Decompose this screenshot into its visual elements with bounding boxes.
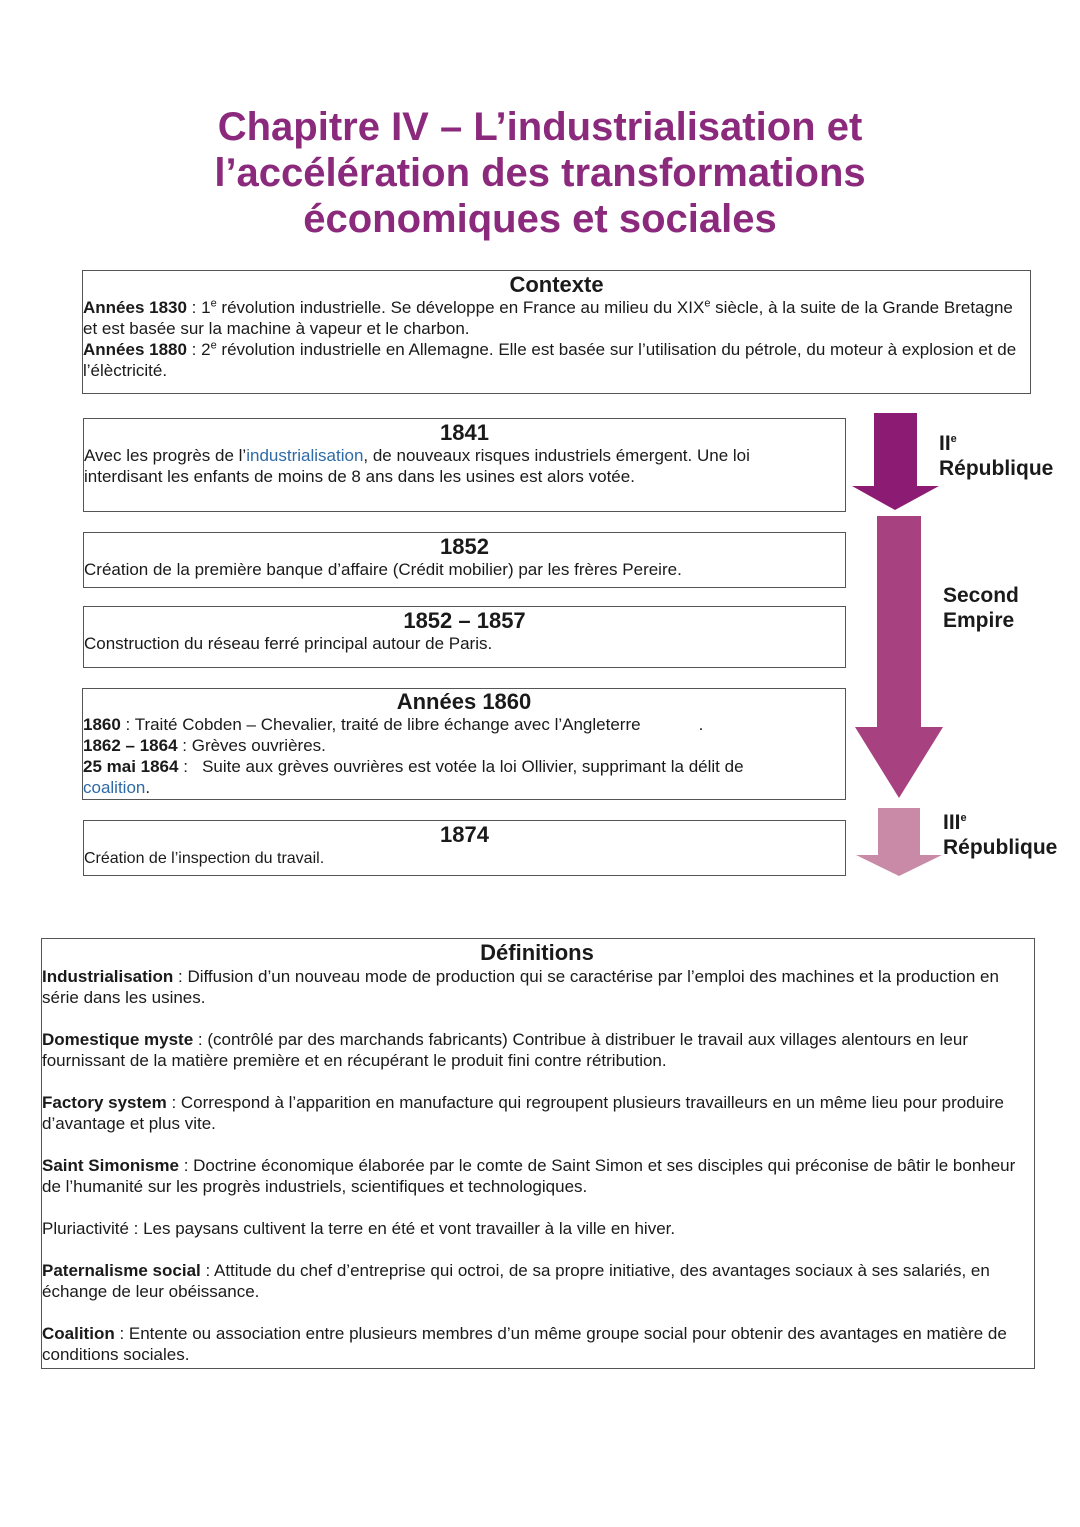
coalition-link[interactable]: coalition (83, 778, 146, 797)
era-iii-republique: IIIe République (943, 811, 1058, 859)
timeline-year: 1841 (440, 420, 489, 445)
page-title (140, 104, 940, 242)
context-entry-label: Années 1880 (83, 340, 187, 359)
timeline-year: 1874 (440, 822, 489, 847)
timeline-box-1860s (82, 688, 846, 800)
timeline-box-1852 (83, 532, 846, 588)
timeline-text: Avec les progrès de l’industrialisation, de nouveaux risques industriels émergent. Une loi interdisant les enfants de moins de 8 ans dans les usines est alors votée. (84, 446, 750, 486)
era-second-empire: Second Empire (943, 584, 1019, 632)
timeline-year: 1852 (440, 534, 489, 559)
context-box (82, 270, 1031, 394)
definitions-heading: Définitions (480, 940, 594, 965)
timeline-box-1852-1857 (83, 606, 846, 668)
definition-item: Saint Simonisme : Doctrine économique élaborée par le comte de Saint Simon et ses disciples qui préconise de bâtir le bonheur de l’humanité sur les progrès industriels, scientifiques et technologiques. (42, 1156, 1016, 1196)
title-line-1: Chapitre IV – L’industrialisation et (217, 105, 863, 149)
timeline-box-1841 (83, 418, 846, 512)
timeline-year: Années 1860 (396, 689, 532, 714)
industrialisation-link[interactable]: industrialisation (246, 446, 364, 465)
second-empire-arrow (855, 516, 943, 798)
timeline-line: 1862 – 1864 : Grèves ouvrières. (83, 736, 326, 755)
ii-republique-arrow (852, 413, 939, 510)
title-line-3: économiques et sociales (303, 197, 777, 241)
timeline-text: Création de la première banque d’affaire (Crédit mobilier) par les frères Pereire. (84, 560, 682, 579)
definition-item: Factory system : Correspond à l’apparition en manufacture qui regroupent plusieurs travailleurs en un même lieu pour produire d’avantage et plus vite. (42, 1093, 1004, 1133)
definition-item: Domestique myste : (contrôlé par des marchands fabricants) Contribue à distribuer le travail aux villages alentours en leur fournissant de la matière première et en récupérant le produit fini contre rétribution. (42, 1030, 968, 1070)
timeline-box-1874 (83, 820, 846, 876)
definition-item: Industrialisation : Diffusion d’un nouveau mode de production qui se caractérise par l’emploi des machines et la production en série dans les usines. (42, 967, 999, 1007)
era-ii-republique: IIe République (939, 432, 1054, 480)
context-entry: Années 1830 : 1e révolution industrielle. Se développe en France au milieu du XIXe siècle, à la suite de la Grande Bretagne et est basée sur la machine à vapeur et le charbon. (83, 297, 1013, 338)
timeline-text: Création de l’inspection du travail. (84, 850, 325, 867)
context-entry-label: Années 1830 (83, 298, 187, 317)
iii-republique-arrow (856, 808, 942, 876)
definition-item: Coalition : Entente ou association entre plusieurs membres d’un même groupe social pour obtenir des avantages en matière de conditions sociales. (42, 1324, 1007, 1364)
definition-item: Paternalisme social : Attitude du chef d’entreprise qui octroi, de sa propre initiative, des avantages sociaux à ses salariés, en échange de leur obéissance. (42, 1261, 990, 1301)
timeline-year: 1852 – 1857 (403, 608, 526, 633)
definition-item: Pluriactivité : Les paysans cultivent la terre en été et vont travailler à la ville en hiver. (42, 1219, 676, 1238)
timeline-line: 1860 : Traité Cobden – Chevalier, traité de libre échange avec l’Angleterre . (83, 715, 704, 734)
context-heading: Contexte (509, 272, 604, 297)
definitions-box (41, 938, 1035, 1369)
title-line-2: l’accélération des transformations (214, 151, 866, 195)
context-entry: Années 1880 : 2e révolution industrielle en Allemagne. Elle est basée sur l’utilisation du pétrole, du moteur à explosion et de l’élèctricité. (83, 339, 1017, 380)
timeline-line: 25 mai 1864 : Suite aux grèves ouvrières est votée la loi Ollivier, supprimant la délit de coalition. (83, 757, 749, 797)
timeline-text: Construction du réseau ferré principal autour de Paris. (84, 634, 493, 653)
